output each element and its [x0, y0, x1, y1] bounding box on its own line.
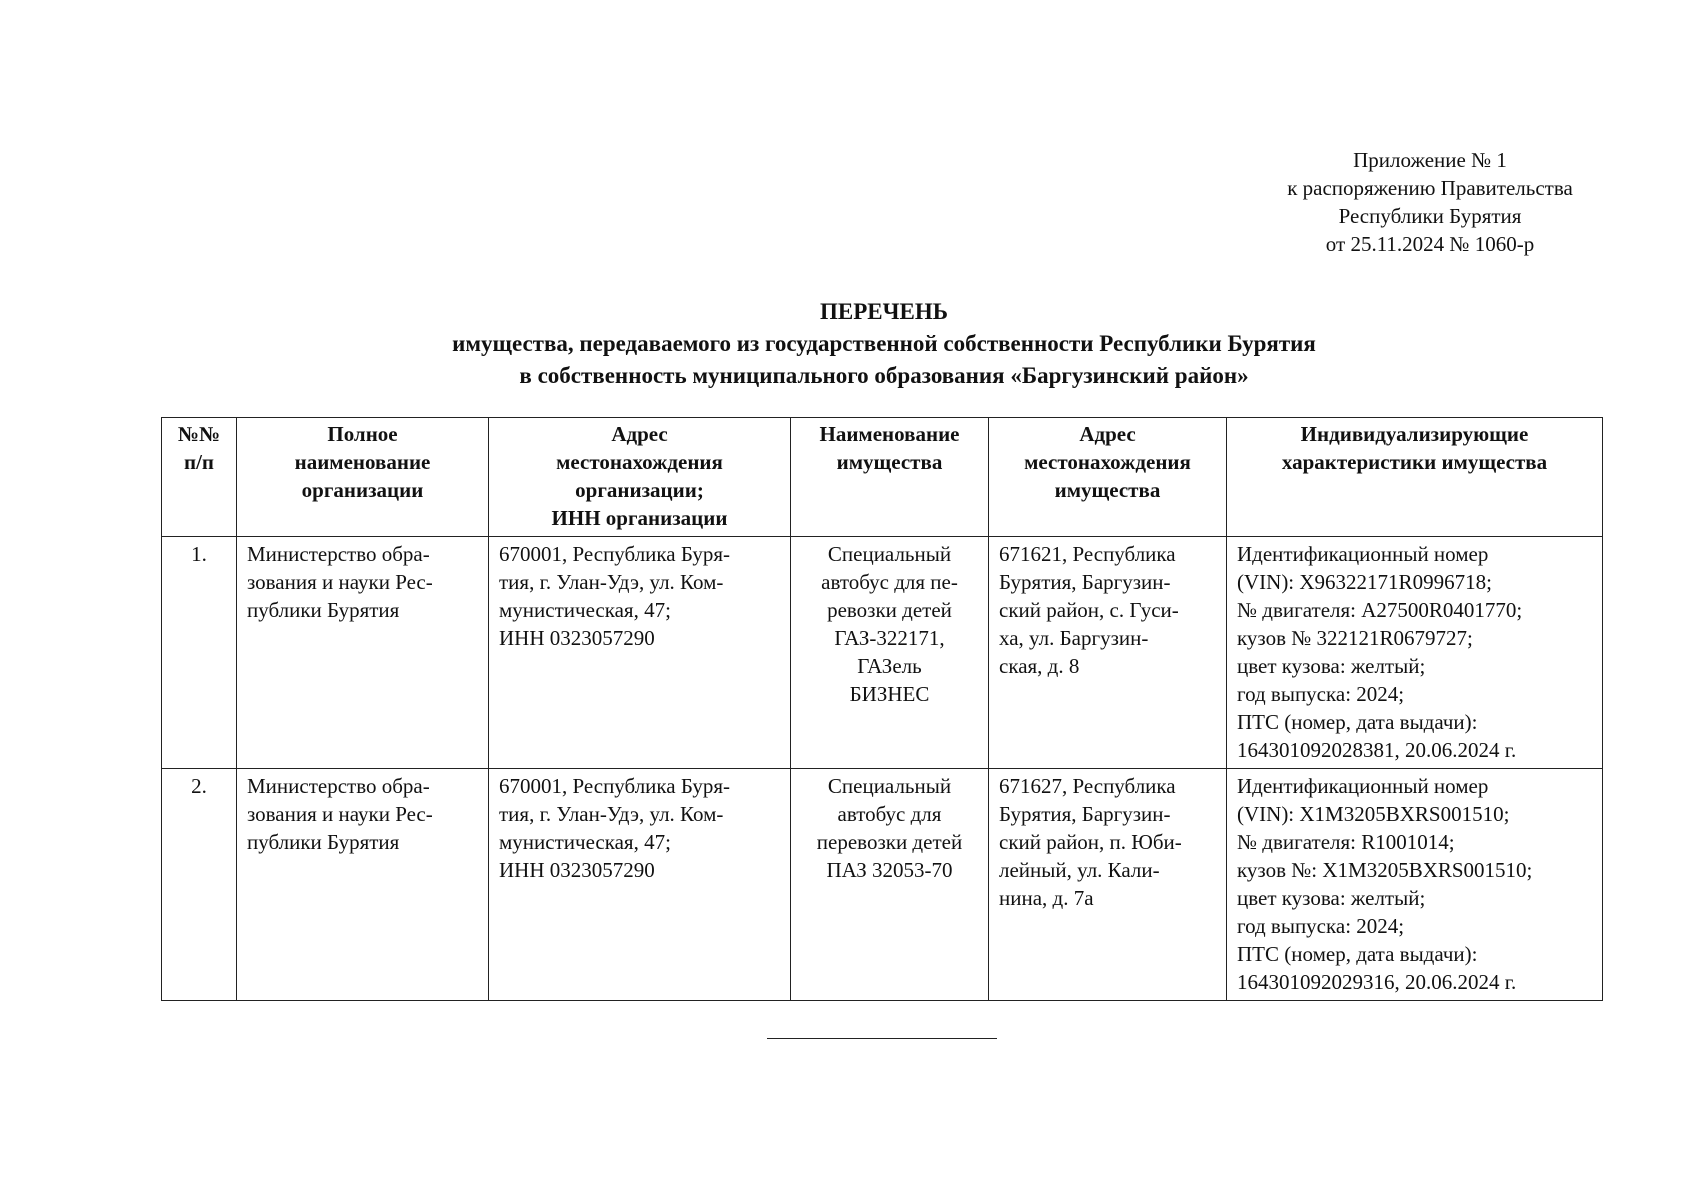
header-characteristics: Индивидуализирующие характеристики имущества [1227, 418, 1603, 537]
property-name-cell: Специальный автобус для перевозки детей ПАЗ 32053-70 [791, 769, 989, 1001]
document-title [0, 296, 1698, 392]
property-table [161, 417, 1603, 1001]
header-org-name: Полное наименование организации [237, 418, 489, 537]
header-number: №№ п/п [162, 418, 237, 537]
row-number: 1. [162, 537, 237, 769]
property-address-cell: 671627, Республика Бурятия, Баргузин- ский район, п. Юби- лейный, ул. Кали- нина, д. 7а [989, 769, 1227, 1001]
header-property-name: Наименование имущества [791, 418, 989, 537]
title-heading: ПЕРЕЧЕНЬ [820, 299, 948, 324]
table-row [162, 537, 1603, 769]
header-property-address: Адрес местонахождения имущества [989, 418, 1227, 537]
property-name-cell: Специальный автобус для пе- ревозки детей ГАЗ-322171, ГАЗель БИЗНЕС [791, 537, 989, 769]
row-number: 2. [162, 769, 237, 1001]
appendix-ref: к распоряжению Правительства [1287, 176, 1573, 200]
title-subtitle-2: в собственность муниципального образования «Баргузинский район» [519, 363, 1249, 388]
end-divider-line [767, 1038, 997, 1039]
org-name-cell: Министерство обра- зования и науки Рес- публики Бурятия [237, 537, 489, 769]
table-header-row [162, 418, 1603, 537]
appendix-block [1240, 146, 1620, 258]
appendix-republic: Республики Бурятия [1338, 204, 1522, 228]
characteristics-cell: Идентификационный номер (VIN): X1M3205BXRS001510; № двигателя: R1001014; кузов №: X1M3205BXRS001510; цвет кузова: желтый; год выпуска: 2024; ПТС (номер, дата выдачи): 164301092029316, 20.06.2024 г. [1227, 769, 1603, 1001]
title-subtitle-1: имущества, передаваемого из государственной собственности Республики Бурятия [452, 331, 1316, 356]
org-name-cell: Министерство обра- зования и науки Рес- публики Бурятия [237, 769, 489, 1001]
org-address-cell: 670001, Республика Буря- тия, г. Улан-Удэ, ул. Ком- мунистическая, 47; ИНН 0323057290 [489, 769, 791, 1001]
property-address-cell: 671621, Республика Бурятия, Баргузин- ский район, с. Гуси- ха, ул. Баргузин- ская, д. 8 [989, 537, 1227, 769]
appendix-date: от 25.11.2024 № 1060-р [1325, 232, 1535, 256]
table-row [162, 769, 1603, 1001]
characteristics-cell: Идентификационный номер (VIN): X96322171R0996718; № двигателя: A27500R0401770; кузов № 322121R0679727; цвет кузова: желтый; год выпуска: 2024; ПТС (номер, дата выдачи): 164301092028381, 20.06.2024 г. [1227, 537, 1603, 769]
org-address-cell: 670001, Республика Буря- тия, г. Улан-Удэ, ул. Ком- мунистическая, 47; ИНН 0323057290 [489, 537, 791, 769]
header-org-address: Адрес местонахождения организации; ИНН организации [489, 418, 791, 537]
appendix-number: Приложение № 1 [1353, 148, 1507, 172]
